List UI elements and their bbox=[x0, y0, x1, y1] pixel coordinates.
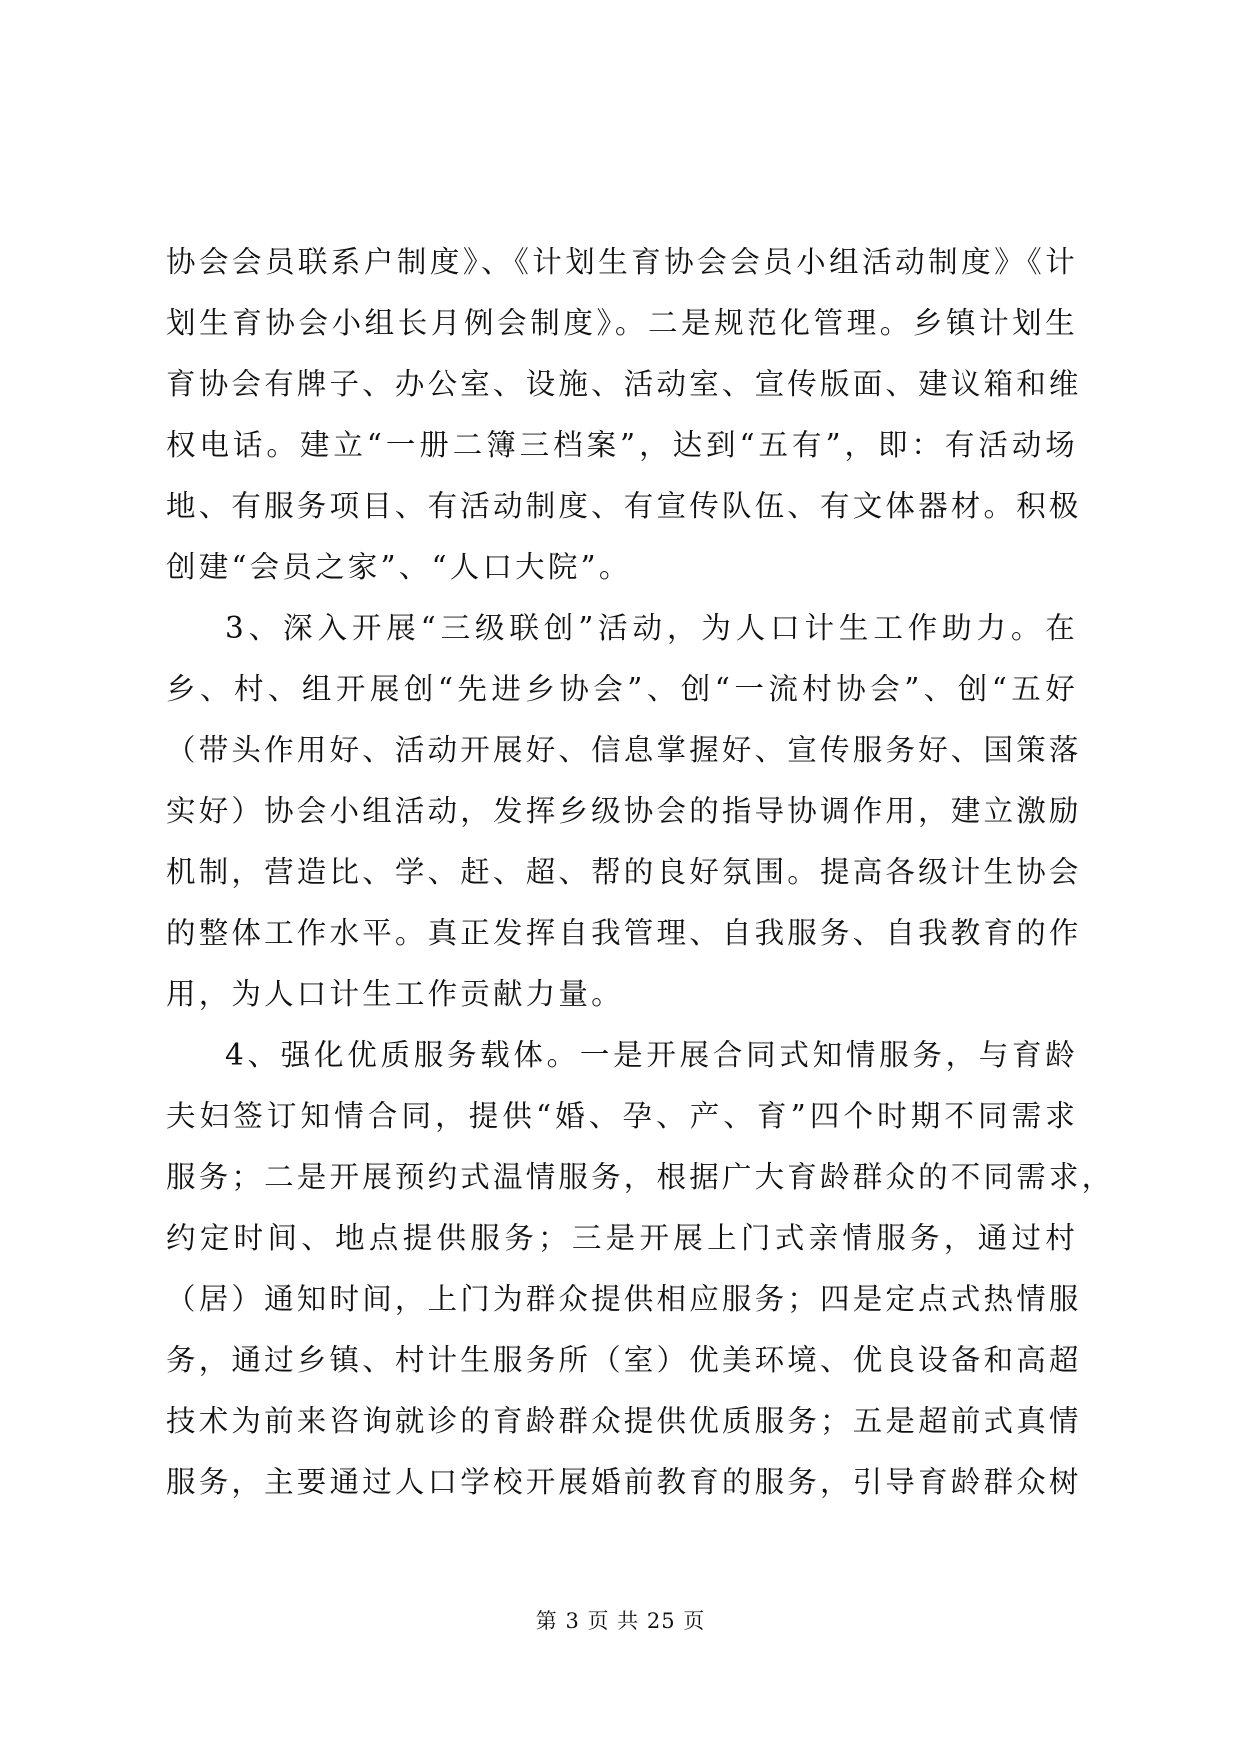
text-line: 地、有服务项目、有活动制度、有宣传队伍、有文体器材。积极 bbox=[166, 489, 1082, 523]
text-line: 用，为人口计生工作贡献力量。 bbox=[166, 977, 624, 1011]
text-line: 4、强化优质服务载体。一是开展合同式知情服务，与育龄 bbox=[225, 1038, 1078, 1072]
paragraph-p1 bbox=[166, 232, 1082, 598]
text-line: （带头作用好、活动开展好、信息掌握好、宣传服务好、国策落 bbox=[166, 733, 1082, 767]
text-line: 技术为前来咨询就诊的育龄群众提供优质服务；五是超前式真情 bbox=[166, 1404, 1082, 1438]
text-line: 务，通过乡镇、村计生服务所（室）优美环境、优良设备和高超 bbox=[166, 1343, 1082, 1377]
text-line: 3、深入开展“三级联创”活动，为人口计生工作助力。在 bbox=[225, 611, 1078, 645]
paragraph-p3 bbox=[166, 1025, 1115, 1513]
text-line: 乡、村、组开展创“先进乡协会”、创“一流村协会”、创“五好 bbox=[166, 672, 1078, 706]
document-body bbox=[166, 232, 1115, 1513]
text-line: 夫妇签订知情合同，提供“婚、孕、产、育”四个时期不同需求 bbox=[166, 1099, 1078, 1133]
text-line: 的整体工作水平。真正发挥自我管理、自我服务、自我教育的作 bbox=[166, 916, 1082, 950]
text-line: 协会会员联系户制度》、《计划生育协会会员小组活动制度》《计 bbox=[166, 245, 1078, 279]
text-line: （居）通知时间，上门为群众提供相应服务；四是定点式热情服 bbox=[166, 1282, 1082, 1316]
text-line: 权电话。建立“一册二簿三档案”，达到“五有”，即：有活动场 bbox=[166, 428, 1078, 462]
text-line: 育协会有牌子、办公室、设施、活动室、宣传版面、建议箱和维 bbox=[166, 367, 1082, 401]
text-line: 机制，营造比、学、赶、超、帮的良好氛围。提高各级计生协会 bbox=[166, 855, 1082, 889]
text-line: 创建“会员之家”、“人口大院”。 bbox=[166, 550, 632, 584]
text-line: 服务；二是开展预约式温情服务，根据广大育龄群众的不同需求， bbox=[166, 1160, 1115, 1194]
text-line: 划生育协会小组长月例会制度》。二是规范化管理。乡镇计划生 bbox=[166, 306, 1078, 340]
page-footer bbox=[0, 1605, 1241, 1635]
text-line: 约定时间、地点提供服务；三是开展上门式亲情服务，通过村 bbox=[166, 1221, 1078, 1255]
page-number-label: 第 3 页 共 25 页 bbox=[535, 1609, 706, 1633]
text-line: 实好）协会小组活动，发挥乡级协会的指导协调作用，建立激励 bbox=[166, 794, 1082, 828]
text-line: 服务，主要通过人口学校开展婚前教育的服务，引导育龄群众树 bbox=[166, 1465, 1082, 1499]
paragraph-p2 bbox=[166, 598, 1082, 1025]
